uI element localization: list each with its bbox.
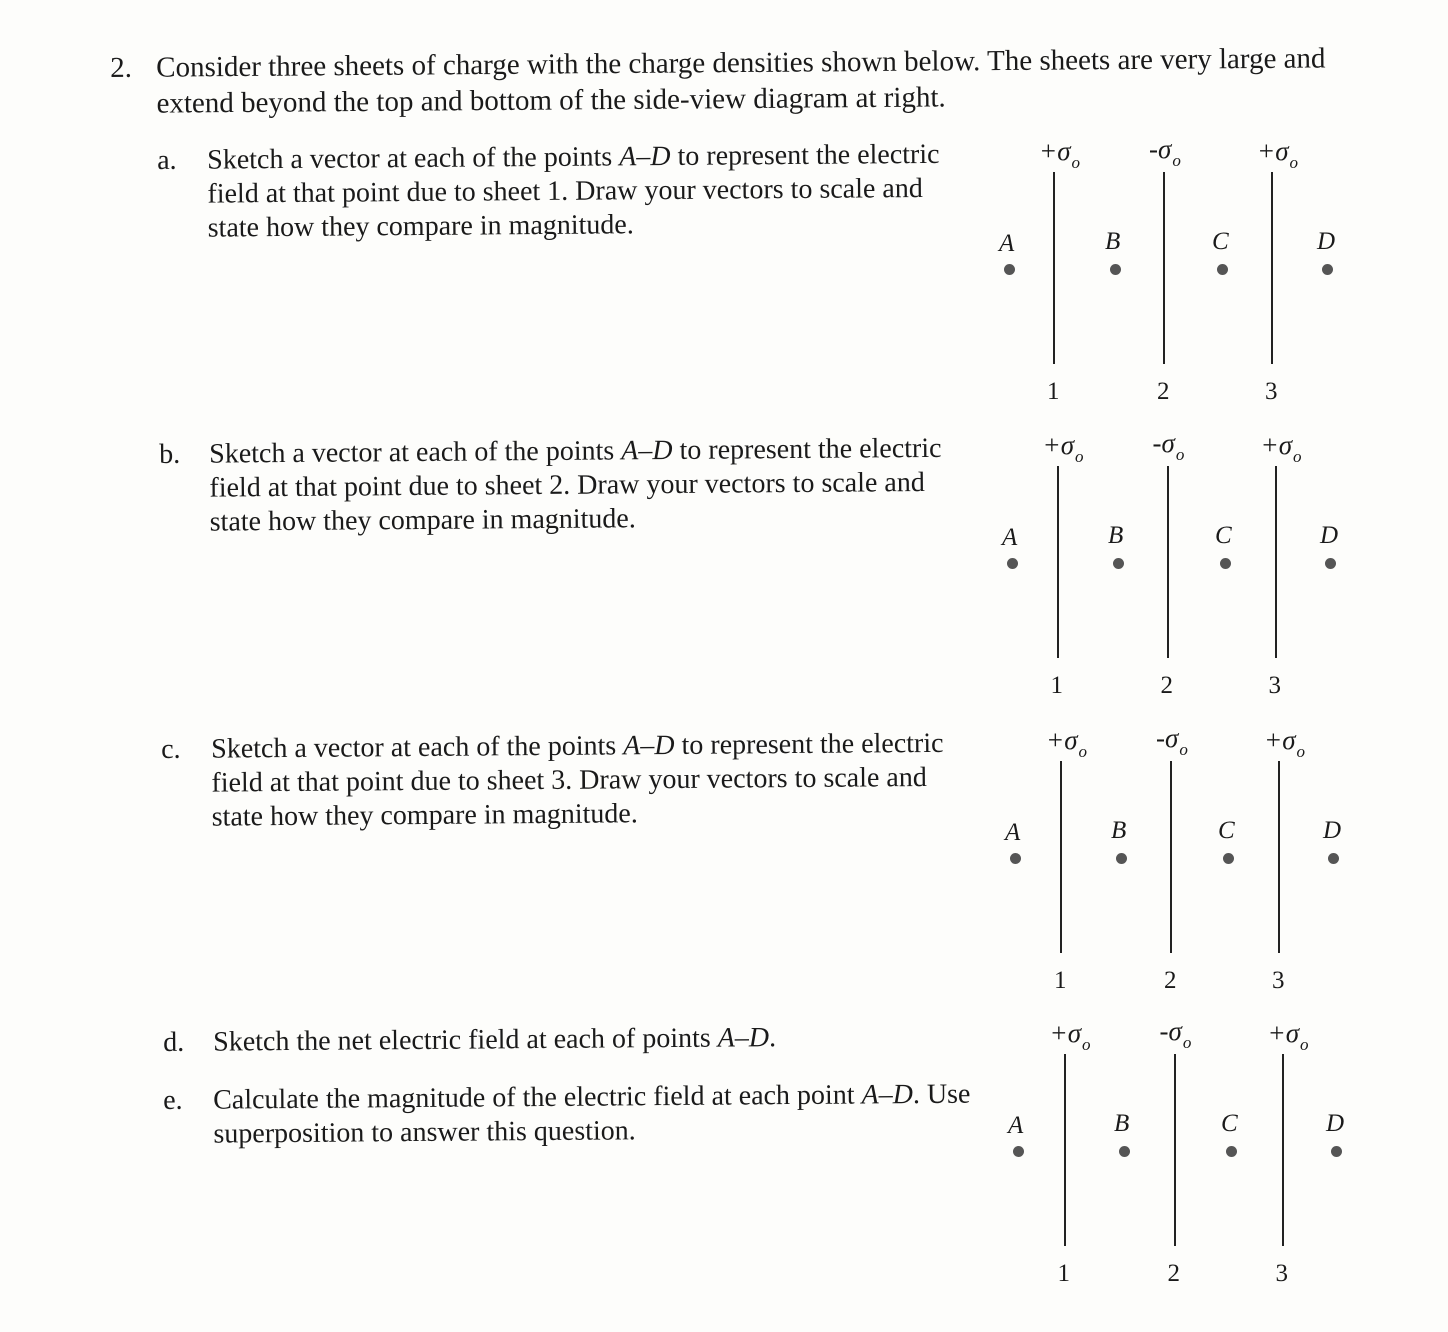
sheet-1-charge-density: $+\sigma_o$ — [1046, 725, 1088, 761]
point-a-dot — [1004, 264, 1015, 275]
charge-sheet-2 — [1174, 1054, 1176, 1246]
sheet-2-number: 2 — [1160, 672, 1173, 699]
point-b-label: B — [1105, 228, 1121, 255]
point-d-dot — [1328, 853, 1339, 864]
point-c-dot — [1220, 558, 1231, 569]
sheet-1-number: 1 — [1057, 1260, 1070, 1287]
part-text: Sketch a vector at each of the points A–D to represent the electric field at that point due to sheet 2. Draw your vectors to scale and state how they compare in magnitude. — [209, 432, 942, 538]
charge-sheet-1 — [1060, 761, 1062, 953]
point-c-dot — [1226, 1146, 1237, 1157]
sheet-3-charge-density: $+\sigma_o$ — [1260, 430, 1302, 466]
point-d-dot — [1331, 1146, 1342, 1157]
point-a-label: A — [999, 230, 1015, 257]
part-a-question — [157, 132, 957, 244]
sheet-3-charge-density: $+\sigma_o$ — [1257, 136, 1299, 172]
charge-sheet-1 — [1057, 466, 1059, 658]
sheet-2-number: 2 — [1164, 967, 1177, 994]
point-c-label: C — [1221, 1110, 1238, 1137]
problem-number: 2. — [110, 51, 133, 84]
point-d-label: D — [1317, 228, 1336, 255]
part-letter: e. — [163, 1084, 183, 1116]
charge-sheet-2 — [1170, 761, 1172, 953]
problem-intro — [110, 30, 1370, 120]
point-d-label: D — [1320, 522, 1339, 549]
point-a-dot — [1010, 853, 1021, 864]
point-b-dot — [1116, 853, 1127, 864]
point-b-label: B — [1114, 1110, 1130, 1137]
part-d-e — [163, 1020, 1448, 1310]
point-a-dot — [1013, 1146, 1024, 1157]
part-letter: b. — [159, 438, 181, 470]
sheet-3-number: 3 — [1275, 1260, 1288, 1287]
sheet-2-charge-density: $-\sigma_o$ — [1149, 134, 1181, 170]
point-c-dot — [1223, 853, 1234, 864]
point-c-label: C — [1218, 817, 1235, 844]
charge-sheet-2 — [1167, 466, 1169, 658]
charge-sheet-3 — [1271, 172, 1273, 364]
part-text: Sketch the net electric field at each of points A–D. — [213, 1022, 777, 1058]
point-a-dot — [1007, 558, 1018, 569]
sheet-3-number: 3 — [1265, 378, 1278, 405]
point-c-dot — [1217, 264, 1228, 275]
part-letter: d. — [163, 1026, 185, 1058]
sheet-2-charge-density: $-\sigma_o$ — [1156, 723, 1188, 759]
point-b-dot — [1119, 1146, 1130, 1157]
charge-sheet-1 — [1053, 172, 1055, 364]
point-b-dot — [1113, 558, 1124, 569]
point-a-label: A — [1002, 524, 1018, 551]
point-c-label: C — [1212, 228, 1229, 255]
point-d-label: D — [1323, 817, 1342, 844]
sheet-1-charge-density: $+\sigma_o$ — [1042, 430, 1084, 466]
sheet-2-charge-density: $-\sigma_o$ — [1152, 428, 1185, 464]
sheet-1-charge-density: $+\sigma_o$ — [1049, 1018, 1091, 1054]
sheet-3-number: 3 — [1272, 967, 1285, 994]
part-text: Sketch a vector at each of the points A–D to represent the electric field at that point due to sheet 3. Draw your vectors to scale and state how they compare in magnitude. — [211, 727, 944, 833]
point-d-dot — [1325, 558, 1336, 569]
sheet-1-number: 1 — [1047, 378, 1060, 405]
point-a-label: A — [1005, 819, 1021, 846]
point-d-label: D — [1326, 1110, 1345, 1137]
point-d-dot — [1322, 264, 1333, 275]
sheet-1-number: 1 — [1050, 672, 1063, 699]
point-a-label: A — [1008, 1112, 1024, 1139]
sheet-3-charge-density: $+\sigma_o$ — [1264, 725, 1306, 761]
part-text: Sketch a vector at each of the points A–D to represent the electric field at that point due to sheet 1. Draw your vectors to scale and state how they compare in magnitude. — [207, 138, 940, 244]
part-b — [159, 432, 1448, 722]
part-letter: a. — [157, 144, 177, 176]
sheet-2-number: 2 — [1167, 1260, 1180, 1287]
problem-text: Consider three sheets of charge with the charge densities shown below. The sheets are very large and extend beyond the top and bottom of the side-view diagram at right. — [156, 42, 1326, 120]
sheet-1-charge-density: $+\sigma_o$ — [1039, 136, 1081, 172]
charge-sheet-3 — [1282, 1054, 1284, 1246]
part-letter: c. — [161, 733, 181, 765]
point-c-label: C — [1215, 522, 1232, 549]
charge-sheet-3 — [1278, 761, 1280, 953]
part-c — [161, 727, 1448, 1017]
charge-sheet-2 — [1163, 172, 1165, 364]
part-text: Calculate the magnitude of the electric field at each point A–D. Use superposition to answer this question. — [213, 1078, 971, 1150]
sheet-1-number: 1 — [1054, 967, 1067, 994]
charge-sheet-3 — [1275, 466, 1277, 658]
sheet-3-number: 3 — [1268, 672, 1281, 699]
charge-sheet-1 — [1064, 1054, 1066, 1246]
sheet-2-charge-density: $-\sigma_o$ — [1159, 1016, 1192, 1052]
part-a — [157, 138, 1448, 428]
point-b-label: B — [1111, 817, 1127, 844]
point-b-label: B — [1108, 522, 1124, 549]
point-b-dot — [1110, 264, 1121, 275]
sheet-2-number: 2 — [1157, 378, 1170, 405]
sheet-3-charge-density: $+\sigma_o$ — [1267, 1018, 1309, 1054]
